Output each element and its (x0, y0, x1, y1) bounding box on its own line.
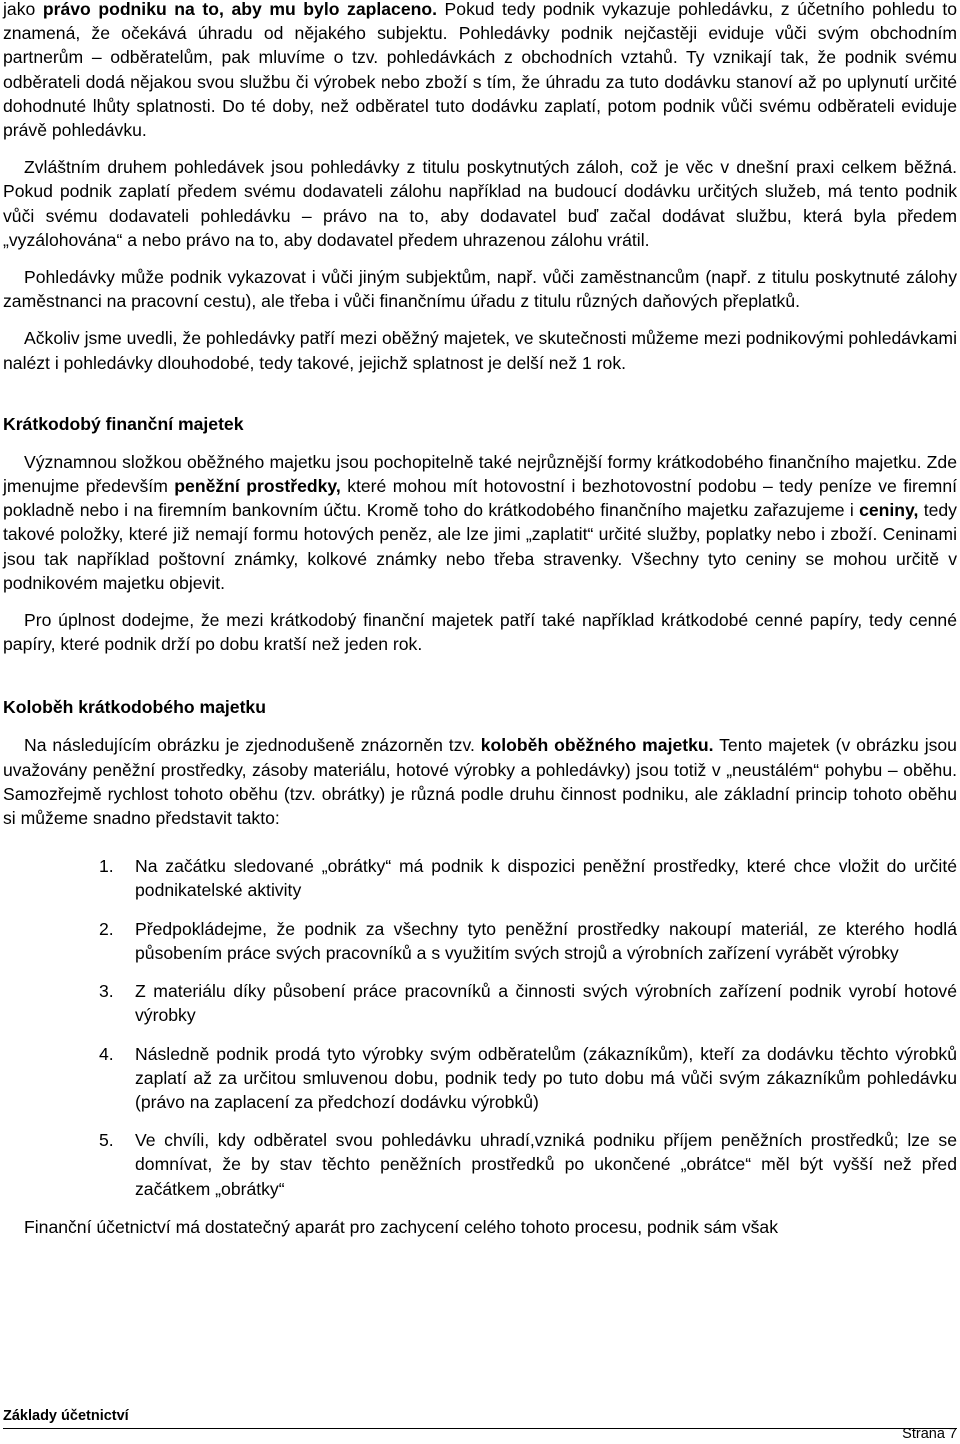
paragraph-financial-assets (3, 450, 957, 595)
section-heading-short-term-financial-assets: Krátkodobý finanční majetek (3, 413, 244, 434)
text-run: Pokud tedy podnik vykazuje pohledávku, z účetního pohledu to znamená, že očekává úhradu od nějakého subjektu. Pohledávky podnik nejčastěji eviduje vůči svým obchodním partnerům – odběratelům, pak mluvíme o tzv. pohledávkách z obchodních vztahů. Ty vznikají tak, že podnik svému odběrateli dodá nějakou svou službu či výrobek nebo zboží s tím, že úhradu za tuto dodávku stanoví až po uplynutí určité dohodnuté lhůty splatnosti. Do té doby, než odběratel tuto dodávku zaplatí, potom podnik vůči svému odběrateli eviduje právě pohledávku. (3, 0, 957, 141)
list-text: Následně podnik prodá tyto výrobky svým odběratelům (zákazníkům), kteří za dodávku těchto výrobků zaplatí až za určitou smluvenou dobu, podnik tedy po tuto dobu má vůči svým zákazníkům pohledávku (právo na zaplacení za předchozí dodávku výrobků) (135, 1043, 957, 1112)
list-item (3, 854, 957, 902)
list-item (3, 1042, 957, 1115)
cycle-steps-list (3, 854, 957, 1200)
paragraph-long-term-receivables: Ačkoliv jsme uvedli, že pohledávky patří mezi oběžný majetek, ve skutečnosti můžeme mezi podnikovými pohledávkami nalézt i pohledávky dlouhodobé, tedy takové, jejichž splatnost je delší než 1 rok. (3, 328, 957, 373)
text-run: jako (3, 0, 43, 19)
footer-divider (3, 1428, 957, 1429)
text-run: Na následujícím obrázku je zjednodušeně znázorněn tzv. (24, 735, 481, 756)
list-number: 1. (99, 856, 114, 877)
list-text: Z materiálu díky působení práce pracovníků a činnosti svých výrobních zařízení podnik vyrobí hotové výrobky (135, 981, 957, 1026)
bold-phrase: peněžní prostředky, (174, 476, 341, 497)
list-text: Předpokládejme, že podnik za všechny tyto peněžní prostředky nakoupí materiál, ze kterého hodlá působením práce svých pracovníků a s využitím svých strojů a výrobních zařízení vyrábět výrobky (135, 918, 957, 963)
list-item (3, 979, 957, 1027)
list-item (3, 1128, 957, 1201)
paragraph-cycle-intro (3, 733, 957, 830)
text-run: Významnou složkou oběžného majetku jsou pochopitelně také nejrůznější formy krátkodobého finančního majetku. Zde jmenujme především (3, 451, 957, 497)
text-run: Tento majetek (v obrázku jsou uvažovány peněžní prostředky, zásoby materiálu, hotové výrobky a pohledávky) jsou totiž v „neustálém“ pohybu – oběhu. Samozřejmě rychlost tohoto oběhu (tzv. obrátky) je různá podle druhu činnost podniku, ale základní princip tohoto oběhu si můžeme snadno představit takto: (3, 735, 957, 829)
paragraph-accounting-conclusion: Finanční účetnictví má dostatečný aparát pro zachycení celého tohoto procesu, podnik sám však (24, 1216, 779, 1237)
footer-document-title: Základy účetnictví (3, 1408, 129, 1424)
bold-phrase: koloběh oběžného majetku. (480, 735, 714, 756)
paragraph-receivables-intro (3, 0, 957, 142)
list-number: 3. (99, 981, 114, 1002)
list-text: Ve chvíli, kdy odběratel svou pohledávku uhradí,vzniká podniku příjem peněžních prostředků; lze se domnívat, že by stav těchto peněžních prostředků po ukončené „obrátce“ měl být vyšší než před začátkem „obrátky“ (135, 1130, 957, 1199)
text-run: tedy takové položky, které již nemají formu hotových peněz, ale lze jimi „zaplatit“ určité služby, poplatky nebo i zboží. Ceninami jsou tak například poštovní známky, kolkové známky nebo třeba stravenky. Všechny tyto ceniny se mohou určitě v podnikovém majetku objevit. (3, 500, 957, 593)
paragraph-securities: Pro úplnost dodejme, že mezi krátkodobý finanční majetek patří také například krátkodobé cenné papíry, tedy cenné papíry, které podnik drží po dobu kratší než jeden rok. (3, 610, 957, 655)
paragraph-advance-receivables: Zvláštním druhem pohledávek jsou pohledávky z titulu poskytnutých záloh, což je věc v dnešní praxi celkem běžná. Pokud podnik zaplatí předem svému dodavateli zálohu například na budoucí dodávku určitých služeb, má tento podnik vůči svému dodavateli pohledávku – právo na to, aby dodavatel buď začal dodávat službu, která byla předem „vyzálohována“ a nebo právo na to, aby dodavatel předem uhrazenou zálohu vrátil. (3, 157, 957, 250)
text-run: které mohou mít hotovostní i bezhotovostní podobu – tedy peníze ve firemní pokladně nebo i na firemním bankovním účtu. Kromě toho do krátkodobého finančního majetku zařazujeme i (3, 476, 958, 521)
bold-phrase: právo podniku na to, aby mu bylo zaplaceno. (42, 0, 437, 19)
document-page (3, 0, 957, 1239)
list-number: 5. (99, 1130, 114, 1151)
footer-page-number: Strana 7 (902, 1426, 957, 1442)
section-heading-asset-cycle: Koloběh krátkodobého majetku (3, 697, 266, 718)
list-text: Na začátku sledované „obrátky“ má podnik k dispozici peněžní prostředky, které chce vložit do určité podnikatelské aktivity (135, 856, 957, 901)
list-item (3, 917, 957, 965)
list-number: 2. (99, 918, 114, 939)
bold-phrase: ceniny, (859, 500, 919, 521)
paragraph-other-receivables: Pohledávky může podnik vykazovat i vůči jiným subjektům, např. vůči zaměstnancům (např. z titulu poskytnuté zálohy zaměstnanci na pracovní cestu), ale třeba i vůči finančnímu úřadu z titulu různých daňových přeplatků. (3, 267, 957, 312)
list-number: 4. (99, 1043, 114, 1064)
